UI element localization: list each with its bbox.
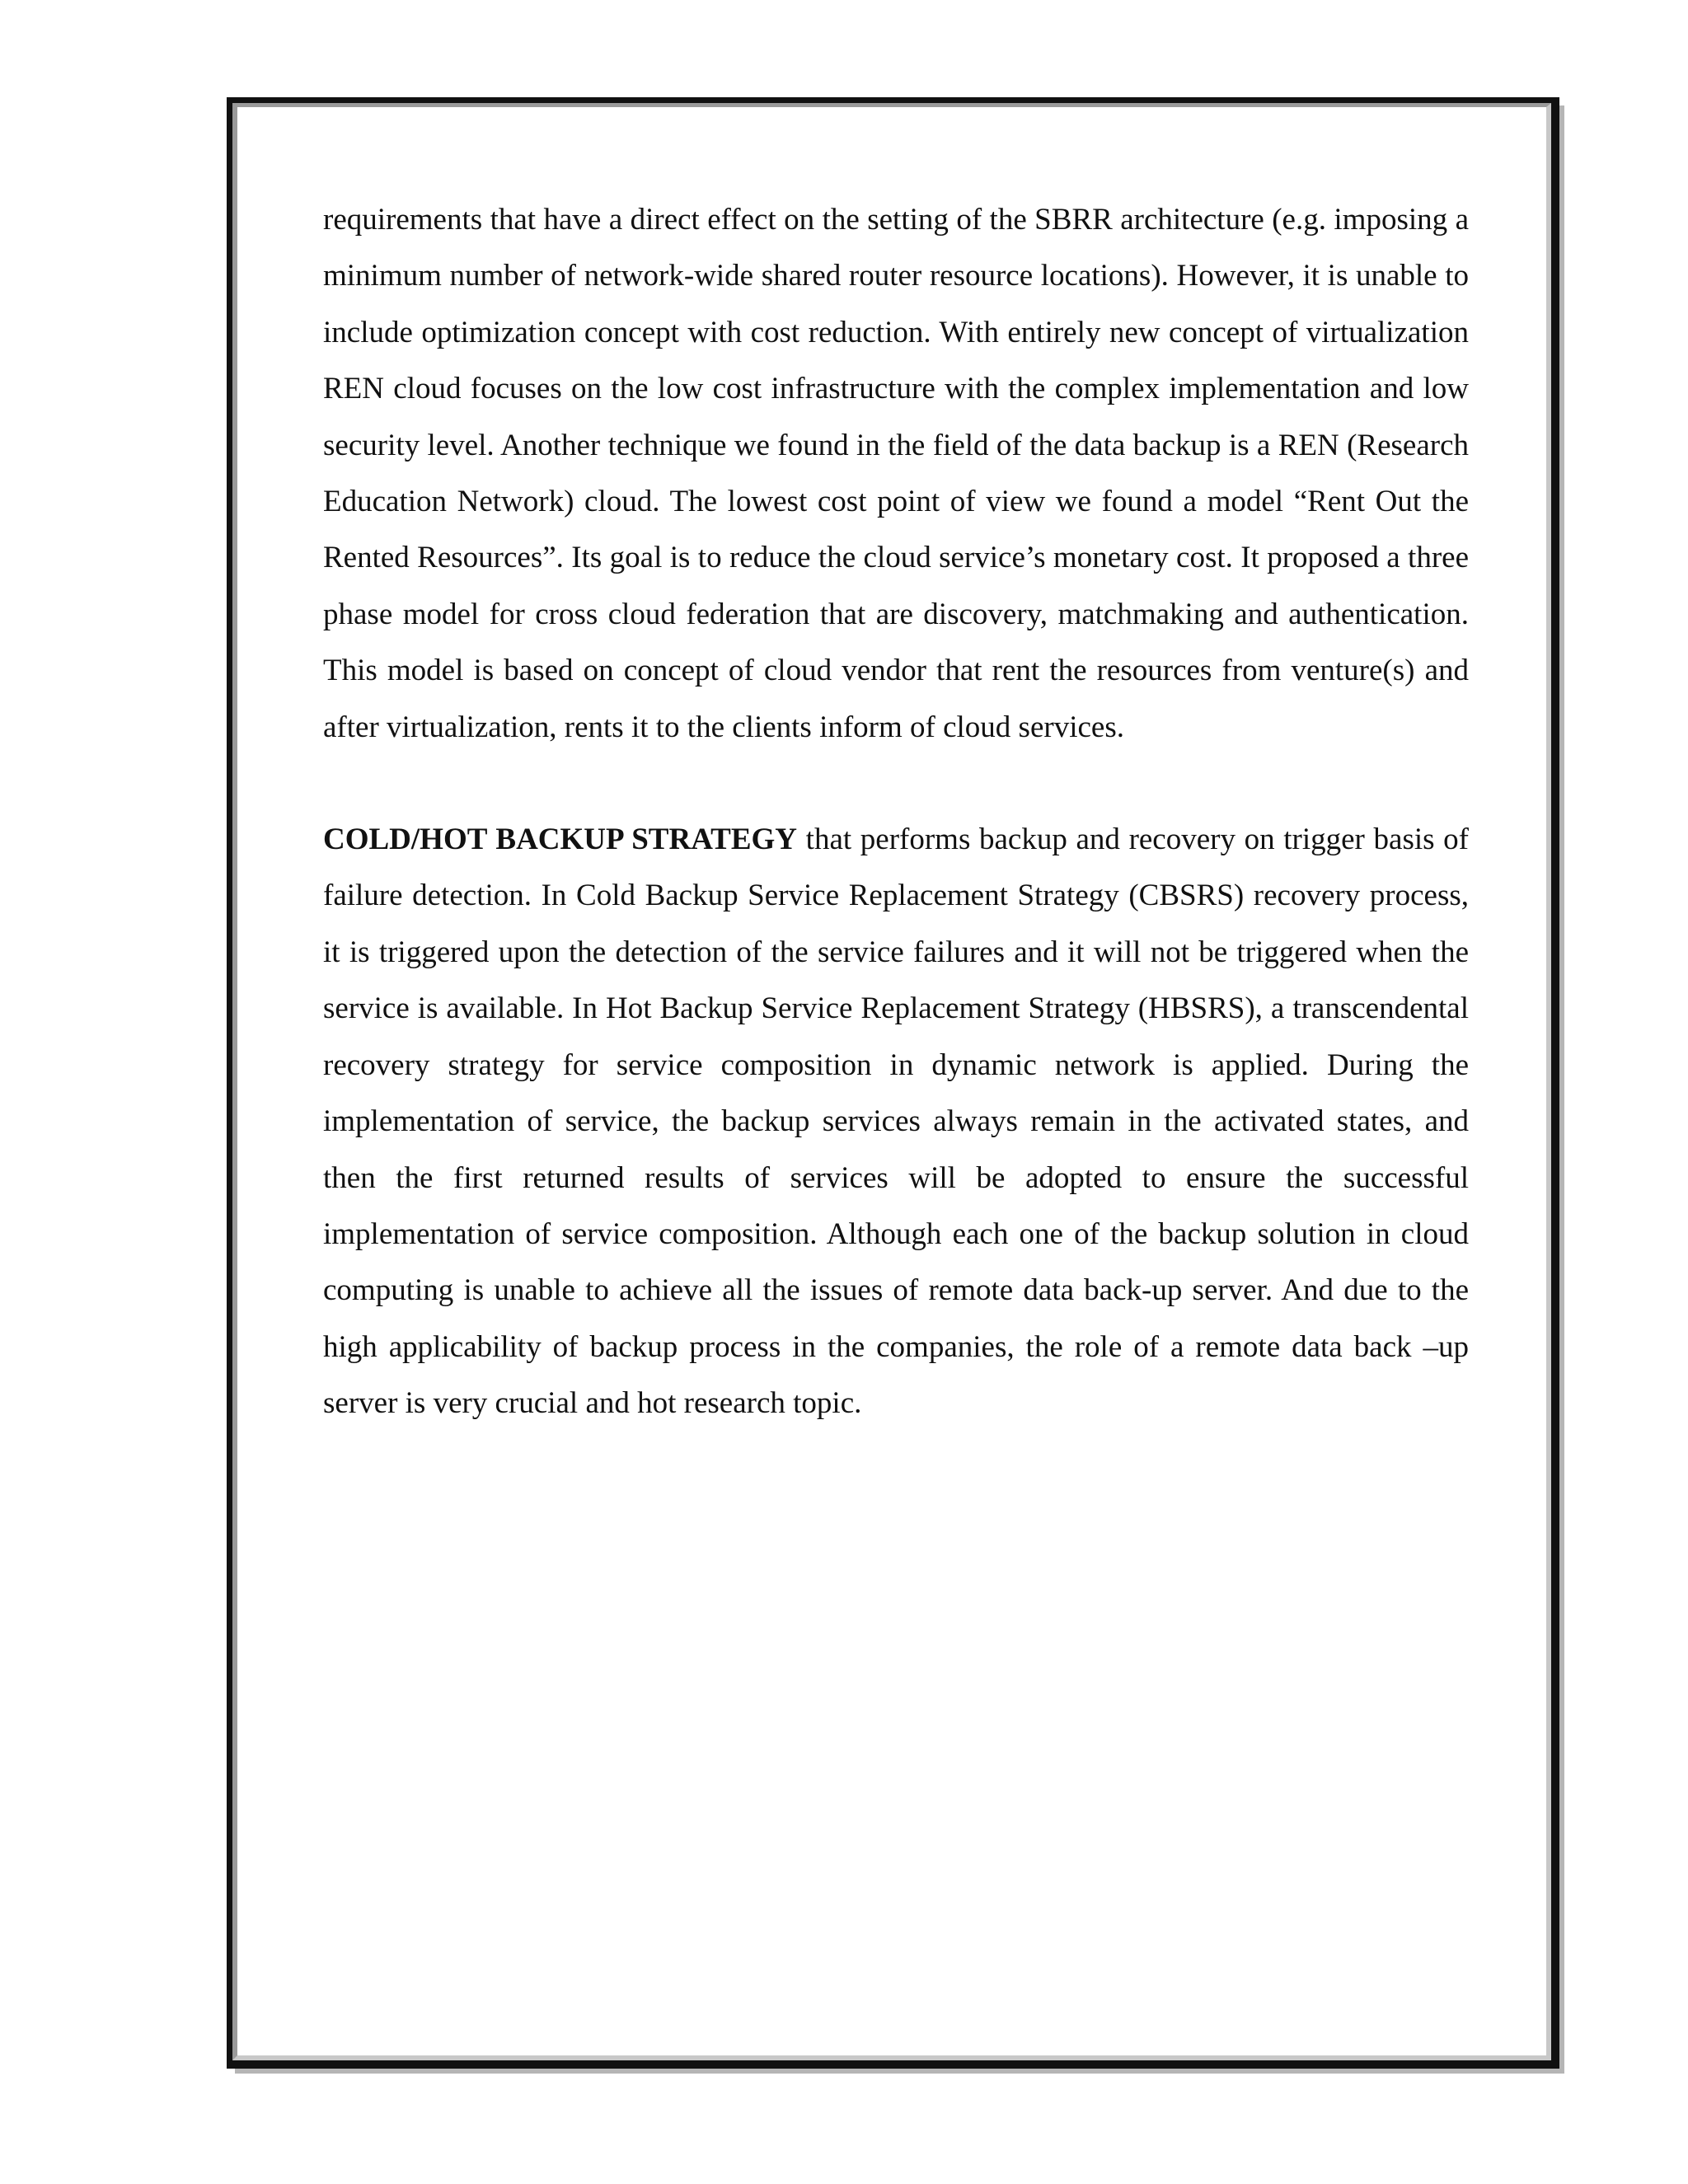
cold-hot-backup-strategy-heading: COLD/HOT BACKUP STRATEGY bbox=[323, 823, 798, 857]
paragraph-2 bbox=[323, 812, 1469, 1432]
page-body bbox=[323, 192, 1469, 1432]
paragraph-1: requirements that have a direct effect on the setting of the SBRR architecture (e.g. imposing a minimum number of network-wide shared router resource locations). However, it is unable to include optimization concept with cost reduction. With entirely new concept of virtualization REN cloud focuses on the low cost infrastructure with the complex implementation and low security level. Another technique we found in the field of the data backup is a REN (Research Education Network) cloud. The lowest cost point of view we found a model “Rent Out the Rented Resources”. Its goal is to reduce the cloud service’s monetary cost. It proposed a three phase model for cross cloud federation that are discovery, matchmaking and authentication. This model is based on concept of cloud vendor that rent the resources from venture(s) and after virtualization, rents it to the clients inform of cloud services. bbox=[323, 203, 1469, 744]
page-frame-shadow-right bbox=[1559, 105, 1564, 2074]
paragraph-2-body: that performs backup and recovery on trigger basis of failure detection. In Cold Backup Service Replacement Strategy (CBSRS) recovery process, it is triggered upon the detection of the service failures and it will not be triggered when the service is available. In Hot Backup Service Replacement Strategy (HBSRS), a transcendental recovery strategy for service composition in dynamic network is applied. During the implementation of service, the backup services always remain in the activated states, and then the first returned results of services will be adopted to ensure the successful implementation of service composition. Although each one of the backup solution in cloud computing is unable to achieve all the issues of remote data back-up server. And due to the high applicability of backup process in the companies, the role of a remote data back –up server is very crucial and hot research topic. bbox=[323, 823, 1469, 1421]
page-frame-shadow-bottom bbox=[235, 2069, 1564, 2074]
